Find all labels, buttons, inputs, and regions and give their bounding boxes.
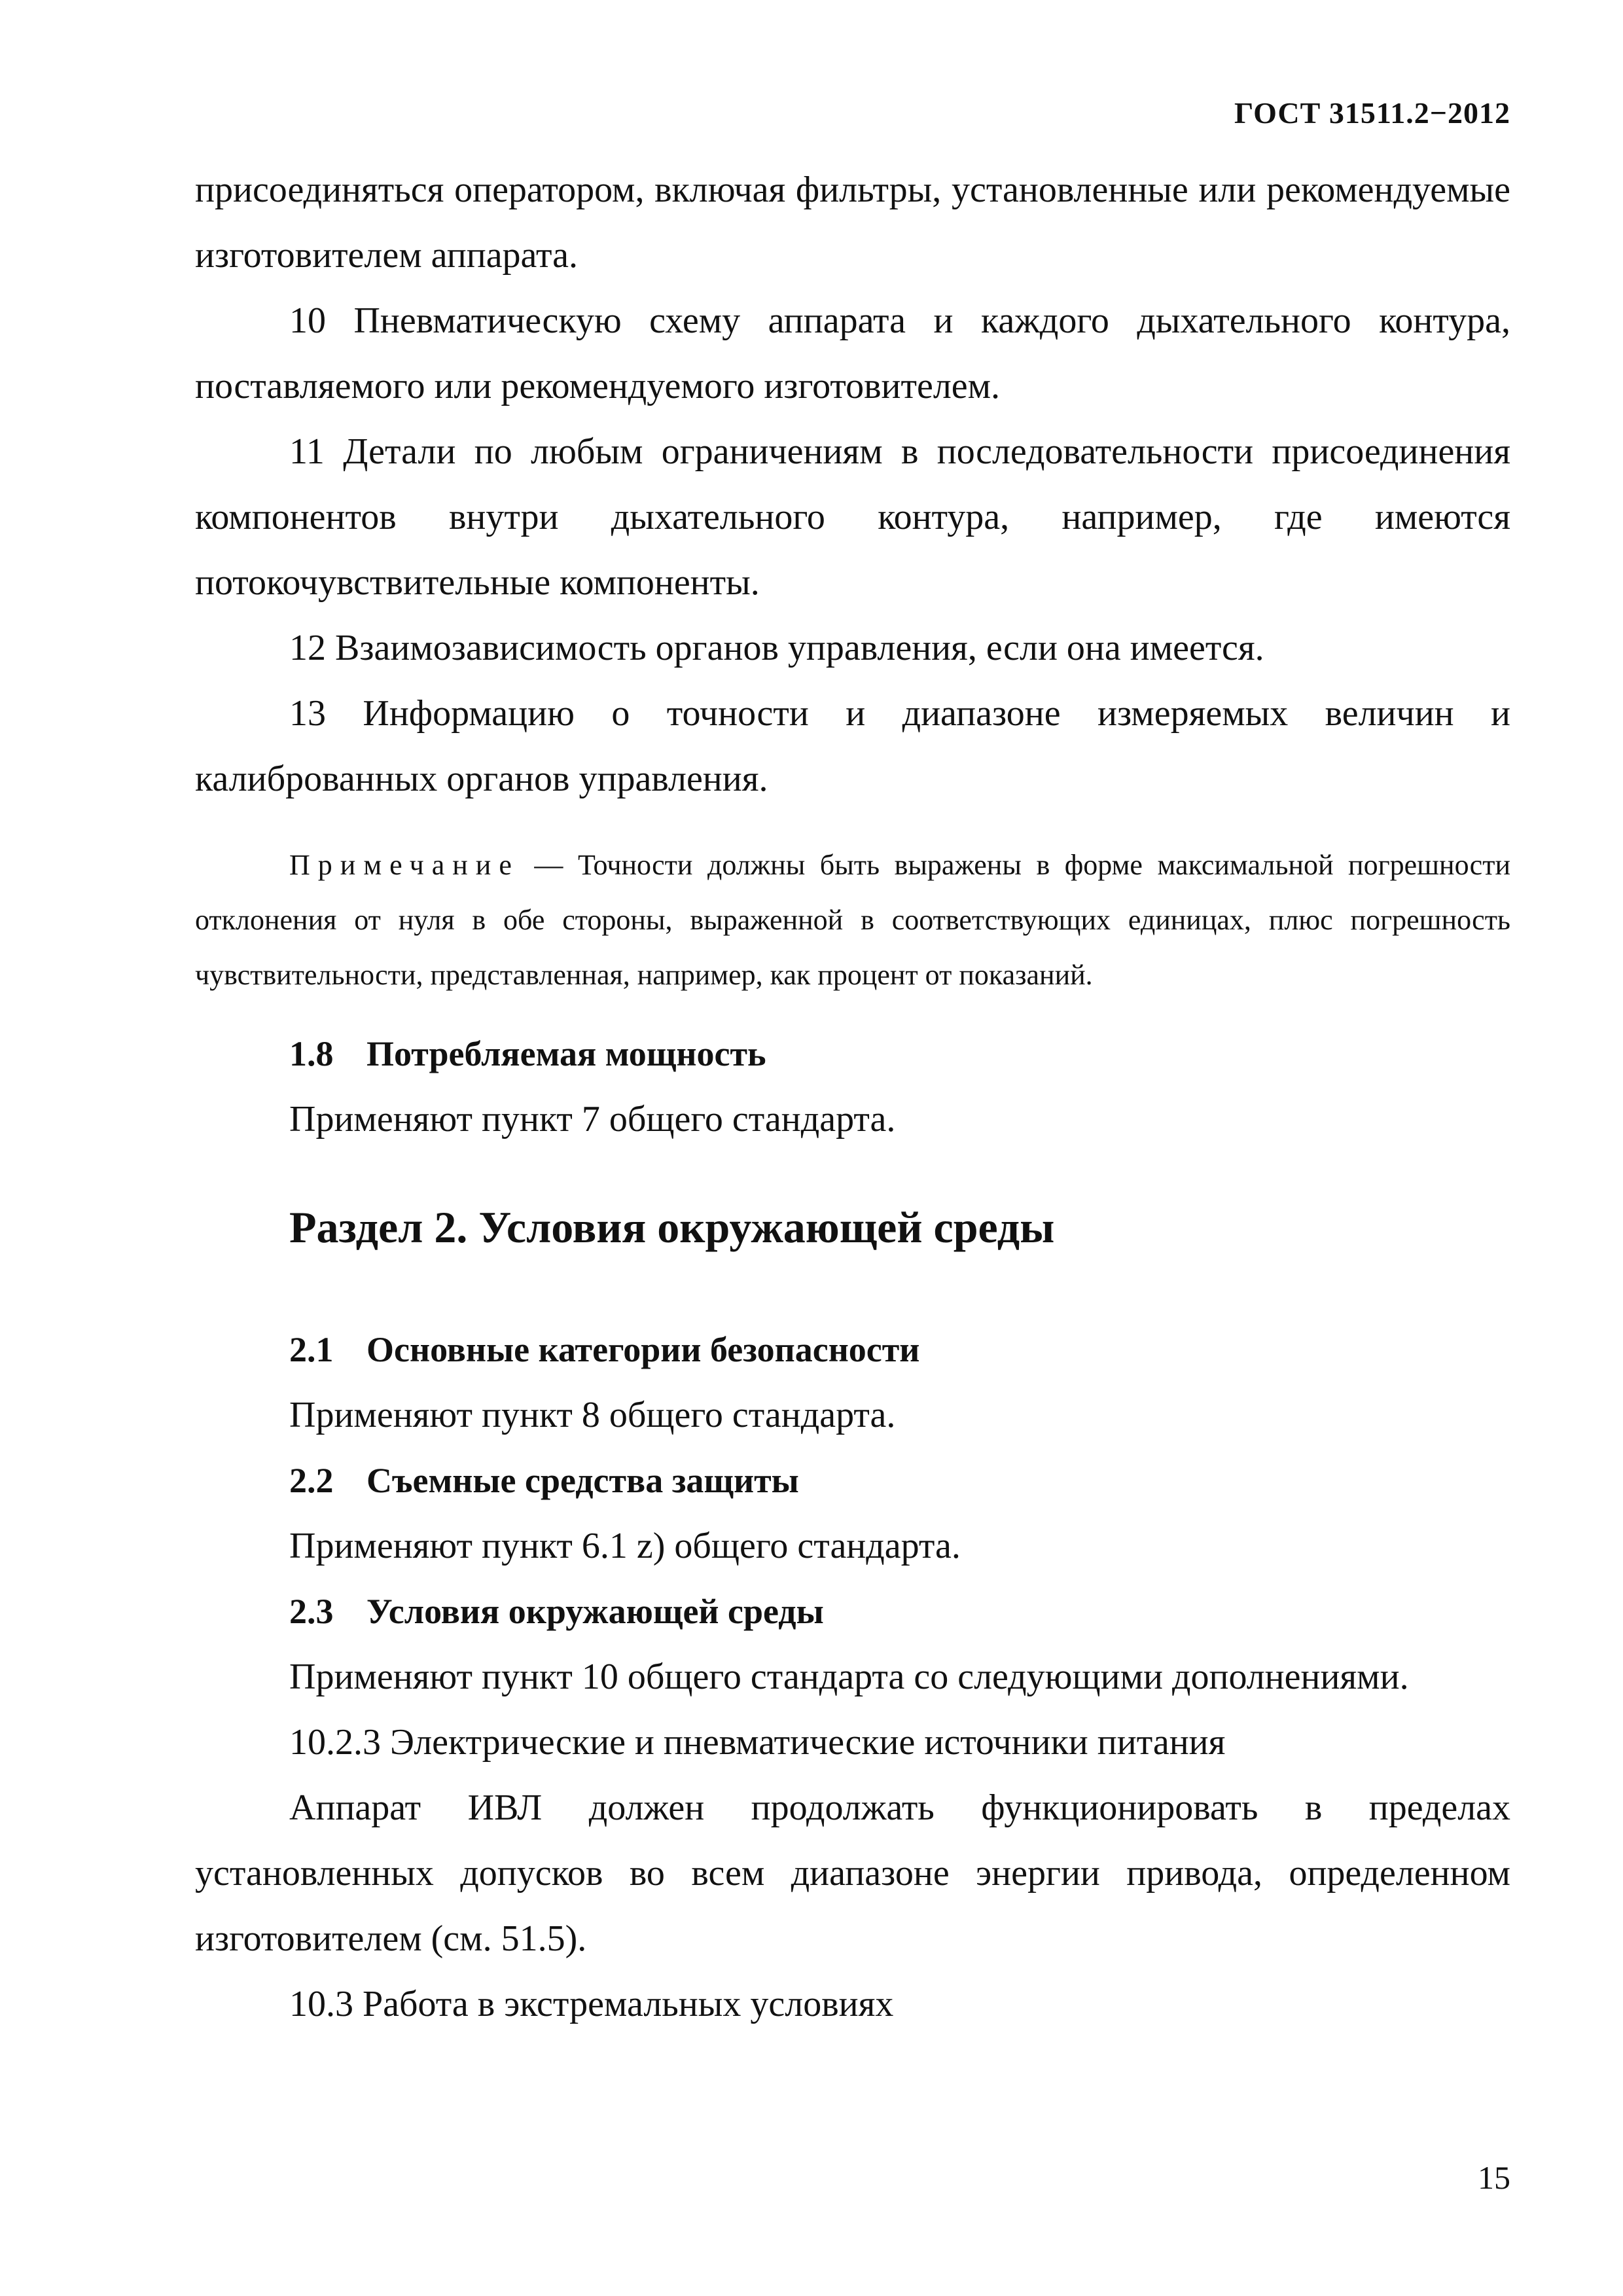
section-title: Потребляемая мощность <box>366 1034 766 1073</box>
section-title: Съемные средства защиты <box>366 1461 799 1500</box>
note-text: — Точности должны быть выражены в форме максимальной погрешности отклонения от нуля в обе стороны, выраженной в соответствующих единицах, плюс погрешность чувствительности, представленная, например, как процент от показаний. <box>195 849 1510 991</box>
list-item-12: 12 Взаимозависимость органов управления, если она имеется. <box>289 628 1264 668</box>
section-title: Основные категории безопасности <box>366 1330 920 1369</box>
subsection-10-3: 10.3 Работа в экстремальных условиях <box>289 1984 894 2024</box>
section-heading-1-8 <box>195 1021 1510 1086</box>
note <box>195 838 1510 1003</box>
part-heading: Раздел 2. Условия окружающей среды <box>289 1202 1055 1252</box>
subsection-text-10-2-3: Аппарат ИВЛ должен продолжать функционировать в пределах установленных допусков во всем диапазоне энергии привода, определенном изготовителем (см. 51.5). <box>195 1787 1510 1959</box>
page-content <box>195 157 1510 2037</box>
section-text-2-2: Применяют пункт 6.1 z) общего стандарта. <box>289 1526 961 1566</box>
list-item-11: 11 Детали по любым ограничениям в последовательности присоединения компонентов внутри дыхательного контура, например, где имеются потокочувствительные компоненты. <box>195 431 1510 603</box>
section-number: 1.8 <box>289 1034 334 1073</box>
section-text-1-8: Применяют пункт 7 общего стандарта. <box>289 1099 896 1139</box>
section-number: 2.1 <box>289 1330 334 1369</box>
section-number: 2.3 <box>289 1592 334 1631</box>
subsection-10-2-3: 10.2.3 Электрические и пневматические источники питания <box>289 1722 1226 1763</box>
section-number: 2.2 <box>289 1461 334 1500</box>
section-text-2-1: Применяют пункт 8 общего стандарта. <box>289 1395 896 1435</box>
section-heading-2-1 <box>195 1317 1510 1382</box>
section-title: Условия окружающей среды <box>366 1592 824 1631</box>
note-label: Примечание <box>289 849 520 881</box>
section-heading-2-2 <box>195 1448 1510 1513</box>
page-number: 15 <box>1478 2159 1510 2196</box>
list-item-13: 13 Информацию о точности и диапазоне измеряемых величин и калиброванных органов управления. <box>195 693 1510 799</box>
list-item-10: 10 Пневматическую схему аппарата и каждого дыхательного контура, поставляемого или рекомендуемого изготовителем. <box>195 300 1510 406</box>
section-heading-2-3 <box>195 1579 1510 1644</box>
paragraph-continuation: присоединяться оператором, включая фильтры, установленные или рекомендуемые изготовителем аппарата. <box>195 170 1510 276</box>
section-text-2-3: Применяют пункт 10 общего стандарта со следующими дополнениями. <box>289 1657 1409 1697</box>
document-header: ГОСТ 31511.2−2012 <box>1234 96 1510 130</box>
